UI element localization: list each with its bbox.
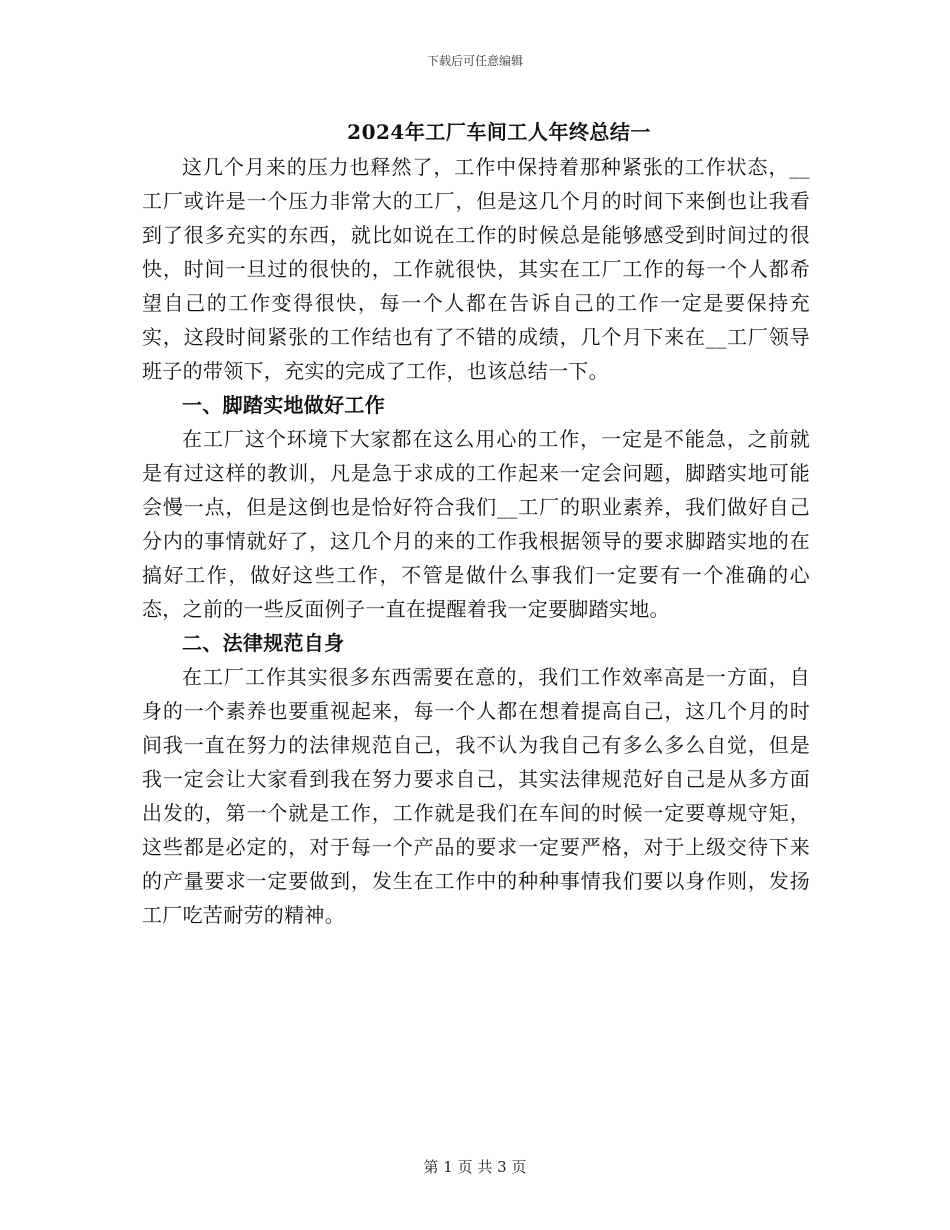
page-header-note: 下载后可任意编辑	[426, 54, 523, 68]
section-heading-1: 一、脚踏实地做好工作	[182, 393, 385, 417]
section-heading-2: 二、法律规范自身	[182, 631, 345, 655]
intro-paragraph: 这几个月来的压力也释然了，工作中保持着那种紧张的工作状态，__工厂或许是一个压力非常大的工厂，但是这几个月的时间下来倒也让我看到了很多充实的东西，就比如说在工作的时候总是能够感受到时间过的很快，时间一旦过的很快的，工作就很快，其实在工厂工作的每一个人都希望自己的工作变得很快，每一个人都在告诉自己的工作一定是要保持充实，这段时间紧张的工作结也有了不错的成绩，几个月下来在__工厂领导班子的带领下，充实的完成了工作，也该总结一下。	[142, 155, 810, 383]
document-body	[142, 150, 810, 932]
page-number-footer: 第 1 页 共 3 页	[423, 1158, 527, 1176]
section-body-2: 在工厂工作其实很多东西需要在意的，我们工作效率高是一方面，自身的一个素养也要重视起来，每一个人都在想着提高自己，这几个月的时间我一直在努力的法律规范自己，我不认为我自己有多么多么自觉，但是我一定会让大家看到我在努力要求自己，其实法律规范好自己是从多方面出发的，第一个就是工作，工作就是我们在车间的时候一定要尊规守矩，这些都是必定的，对于每一个产品的要求一定要严格，对于上级交待下来的产量要求一定要做到，发生在工作中的种种事情我们要以身作则，发扬工厂吃苦耐劳的精神。	[142, 665, 810, 927]
section-body-1: 在工厂这个环境下大家都在这么用心的工作，一定是不能急，之前就是有过这样的教训，凡是急于求成的工作起来一定会问题，脚踏实地可能会慢一点，但是这倒也是恰好符合我们__工厂的职业素养，我们做好自己分内的事情就好了，这几个月的来的工作我根据领导的要求脚踏实地的在搞好工作，做好这些工作，不管是做什么事我们一定要有一个准确的心态，之前的一些反面例子一直在提醒着我一定要脚踏实地。	[142, 427, 810, 621]
document-title: 2024年工厂车间工人年终总结一	[347, 120, 651, 144]
